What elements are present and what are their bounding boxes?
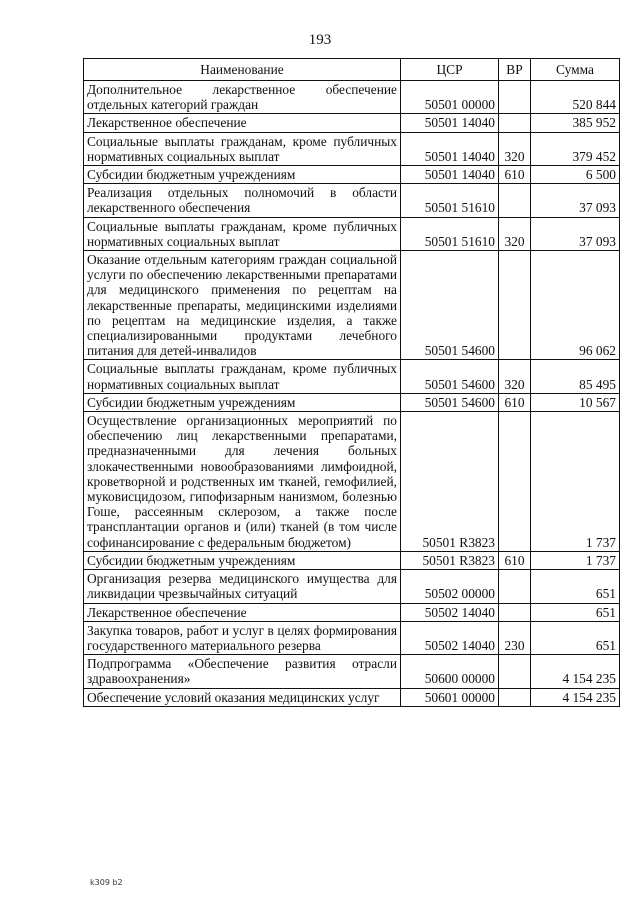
cell-vr [499,688,531,706]
cell-name: Оказание отдельным категориям граждан социальной услуги по обеспечению лекарственными препаратами для медицинского применения по рецептам на лекарственные препараты, медицинскими изделиями по рецептам на медицинские изделия, а также специализированными продуктами лечебного питания для детей-инвалидов [84,251,401,360]
cell-name: Субсидии бюджетным учреждениям [84,393,401,411]
cell-sum: 37 093 [531,184,620,217]
budget-table [83,58,620,707]
table-row [84,688,620,706]
cell-csr: 50501 54600 [401,360,499,393]
cell-sum: 385 952 [531,114,620,132]
table-row [84,570,620,603]
cell-vr [499,655,531,688]
cell-sum: 6 500 [531,166,620,184]
cell-csr: 50501 R3823 [401,412,499,552]
cell-sum: 10 567 [531,393,620,411]
header-vr: ВР [499,59,531,81]
cell-csr: 50501 54600 [401,393,499,411]
cell-vr: 320 [499,132,531,165]
cell-vr [499,114,531,132]
cell-vr: 320 [499,360,531,393]
cell-name: Субсидии бюджетным учреждениям [84,551,401,569]
cell-csr: 50600 00000 [401,655,499,688]
cell-sum: 1 737 [531,412,620,552]
cell-csr: 50501 51610 [401,217,499,250]
cell-vr: 230 [499,621,531,654]
cell-name: Осуществление организационных мероприятий по обеспечению лиц лекарственными препаратами, предназначенными для лечения больных злокачественными новообразованиями лимфоидной, кроветворной и родственных им тканей, гемофилией, муковисцидозом, гипофизарным нанизмом, болезнью Гоше, рассеянным склерозом, а также после трансплантации органов и (или) тканей (в том числе софинансирование с федеральным бюджетом) [84,412,401,552]
cell-vr [499,81,531,114]
cell-name: Закупка товаров, работ и услуг в целях формирования государственного материального резерва [84,621,401,654]
table-row [84,393,620,411]
cell-sum: 1 737 [531,551,620,569]
page-number: 193 [308,32,332,48]
cell-vr [499,603,531,621]
cell-name: Социальные выплаты гражданам, кроме публичных нормативных социальных выплат [84,360,401,393]
cell-vr: 320 [499,217,531,250]
cell-csr: 50502 00000 [401,570,499,603]
cell-name: Социальные выплаты гражданам, кроме публичных нормативных социальных выплат [84,217,401,250]
cell-csr: 50502 14040 [401,621,499,654]
table-row [84,412,620,552]
table-row [84,184,620,217]
table-row [84,655,620,688]
cell-csr: 50501 R3823 [401,551,499,569]
table-row [84,360,620,393]
cell-sum: 96 062 [531,251,620,360]
footer-code: k309 b2 [90,878,123,887]
table-header-row [84,59,620,81]
cell-csr: 50501 54600 [401,251,499,360]
table-row [84,551,620,569]
cell-csr: 50501 14040 [401,114,499,132]
table-row [84,132,620,165]
table-row [84,166,620,184]
cell-name: Дополнительное лекарственное обеспечение отдельных категорий граждан [84,81,401,114]
cell-vr: 610 [499,166,531,184]
cell-sum: 651 [531,621,620,654]
cell-name: Организация резерва медицинского имущества для ликвидации чрезвычайных ситуаций [84,570,401,603]
cell-vr [499,412,531,552]
table-row [84,217,620,250]
cell-sum: 37 093 [531,217,620,250]
cell-name: Лекарственное обеспечение [84,603,401,621]
table-row [84,251,620,360]
header-csr: ЦСР [401,59,499,81]
cell-vr: 610 [499,551,531,569]
table-row [84,603,620,621]
cell-csr: 50501 00000 [401,81,499,114]
cell-name: Обеспечение условий оказания медицинских услуг [84,688,401,706]
cell-name: Реализация отдельных полномочий в области лекарственного обеспечения [84,184,401,217]
cell-name: Подпрограмма «Обеспечение развития отрасли здравоохранения» [84,655,401,688]
table-row [84,81,620,114]
table-row [84,621,620,654]
header-sum: Сумма [531,59,620,81]
cell-sum: 379 452 [531,132,620,165]
cell-name: Социальные выплаты гражданам, кроме публичных нормативных социальных выплат [84,132,401,165]
cell-sum: 4 154 235 [531,688,620,706]
cell-name: Субсидии бюджетным учреждениям [84,166,401,184]
cell-sum: 85 495 [531,360,620,393]
cell-sum: 4 154 235 [531,655,620,688]
cell-csr: 50501 51610 [401,184,499,217]
cell-csr: 50501 14040 [401,166,499,184]
cell-csr: 50501 14040 [401,132,499,165]
table-body [84,81,620,707]
cell-sum: 651 [531,603,620,621]
cell-sum: 651 [531,570,620,603]
header-name: Наименование [84,59,401,81]
cell-vr [499,184,531,217]
table-row [84,114,620,132]
cell-csr: 50502 14040 [401,603,499,621]
cell-csr: 50601 00000 [401,688,499,706]
cell-sum: 520 844 [531,81,620,114]
cell-vr [499,570,531,603]
cell-vr [499,251,531,360]
cell-name: Лекарственное обеспечение [84,114,401,132]
cell-vr: 610 [499,393,531,411]
